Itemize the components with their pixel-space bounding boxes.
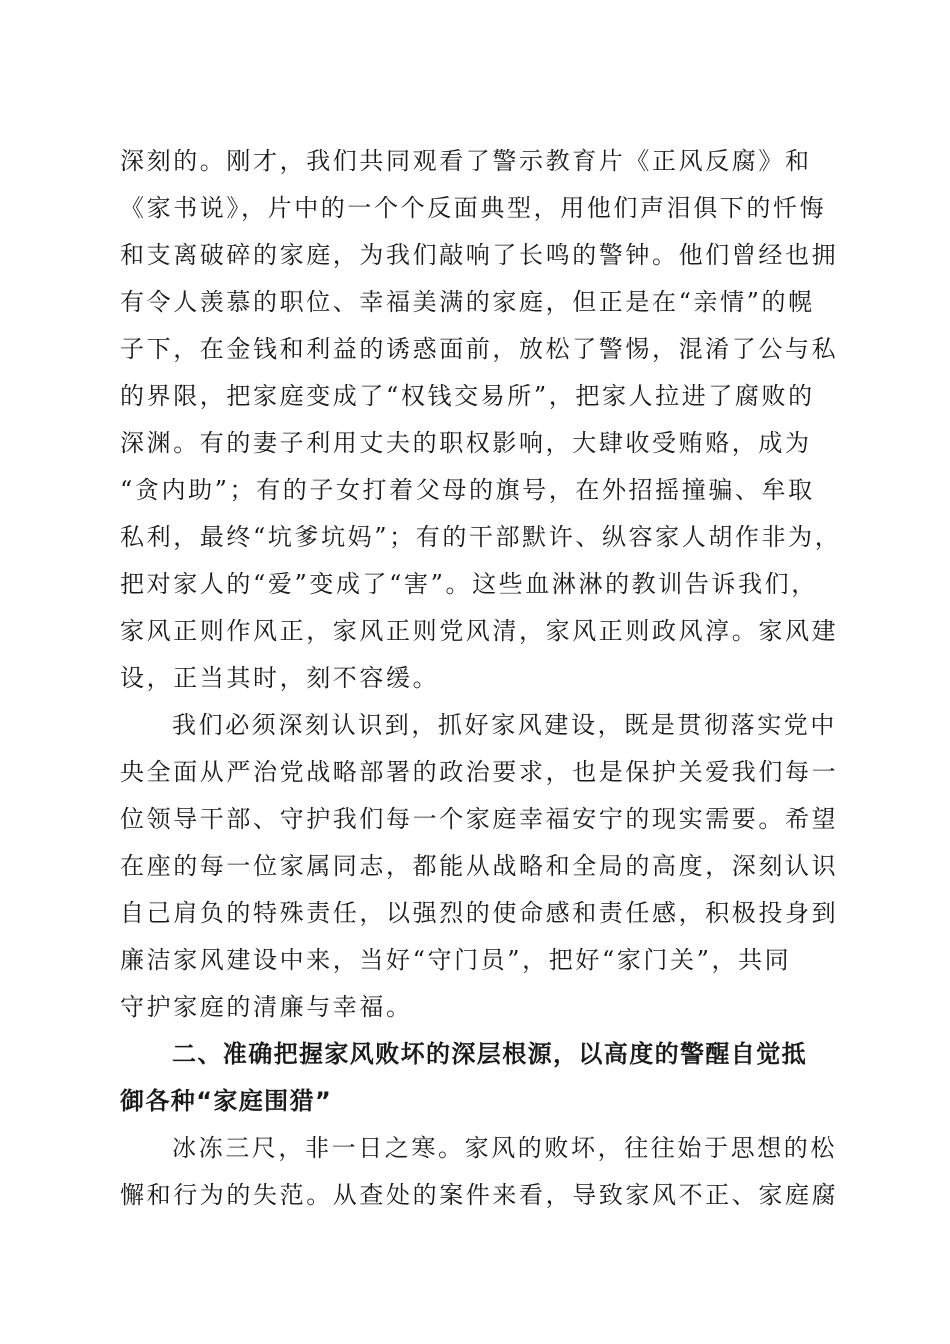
paragraph <box>120 1125 839 1219</box>
text-line: 冰冻三尺，非一日之寒。家风的败坏，往往始于思想的松 <box>172 1134 837 1162</box>
text-line: 我们必须深刻认识到，抓好家风建设，既是贯彻落实党中 <box>172 711 837 739</box>
text-line: 设，正当其时，刻不容缓。 <box>120 664 440 692</box>
text-line: 深刻的。刚才，我们共同观看了警示教育片《正风反腐》和 <box>120 147 812 175</box>
heading-line: 御各种“家庭围猎” <box>120 1087 333 1115</box>
text-line: 的界限，把家庭变成了“权钱交易所”，把家人拉进了腐败的 <box>120 382 815 410</box>
paragraph <box>120 138 842 702</box>
text-line: 子下，在金钱和利益的诱惑面前，放松了警惕，混淆了公与私 <box>120 335 839 363</box>
text-line: 懈和行为的失范。从查处的案件来看，导致家风不正、家庭腐 <box>120 1181 839 1209</box>
section-heading <box>120 1031 832 1125</box>
document-body <box>120 138 842 1219</box>
text-line: 廉洁家风建设中来，当好“守门员”，把好“家门关”，共同 <box>120 946 792 974</box>
text-line: 《家书说》，片中的一个个反面典型，用他们声泪俱下的忏悔 <box>120 194 827 222</box>
text-line: “贪内助”；有的子女打着父母的旗号，在外招摇撞骗、牟取 <box>120 476 815 504</box>
text-line: 自己肩负的特殊责任，以强烈的使命感和责任感，积极投身到 <box>120 899 839 927</box>
text-line: 守护家庭的清廉与幸福。 <box>120 993 413 1021</box>
text-line: 在座的每一位家属同志，都能从战略和全局的高度，深刻认识 <box>120 852 839 880</box>
text-line: 私利，最终“坑爹坑妈”；有的干部默许、纵容家人胡作非为， <box>120 523 842 551</box>
text-line: 位领导干部、守护我们每一个家庭幸福安宁的现实需要。希望 <box>120 805 839 833</box>
text-line: 有令人羡慕的职位、幸福美满的家庭，但正是在“亲情”的幌 <box>120 288 815 316</box>
text-line: 家风正则作风正，家风正则党风清，家风正则政风淳。家风建 <box>120 617 839 645</box>
text-line: 和支离破碎的家庭，为我们敲响了长鸣的警钟。他们曾经也拥 <box>120 241 839 269</box>
paragraph <box>120 702 839 1031</box>
text-line: 央全面从严治党战略部署的政治要求，也是保护关爱我们每一 <box>120 758 839 786</box>
heading-line: 二、准确把握家风败坏的深层根源，以高度的警醒自觉抵 <box>172 1040 807 1068</box>
text-line: 深渊。有的妻子利用丈夫的职权影响，大肆收受贿赂，成为 <box>120 429 812 457</box>
text-line: 把对家人的“爱”变成了“害”。这些血淋淋的教训告诉我们， <box>120 570 818 598</box>
